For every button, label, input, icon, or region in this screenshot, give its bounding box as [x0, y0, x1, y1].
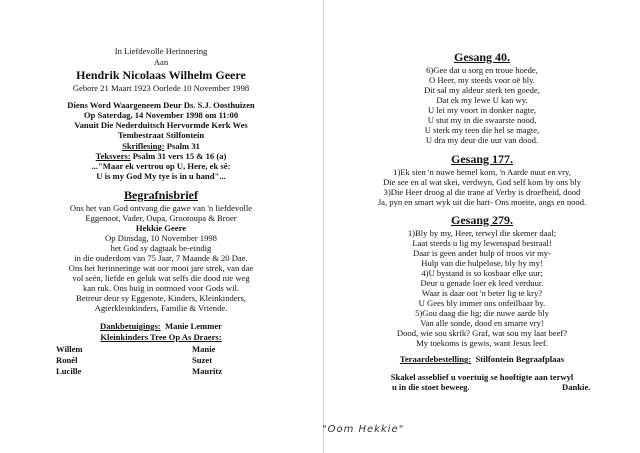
life-dates: Gebore 21 Maart 1923 Oorlede 10 November 1998: [72, 83, 250, 93]
teraarde-label: Teraardebestelling:: [399, 354, 472, 364]
hymn-line: Deur u genade loer ek leed verduur.: [420, 278, 544, 288]
begrafnis-line: in die ouderdom van 75 Jaar, 7 Maande & 20 Dae.: [74, 253, 248, 263]
hymn-line: Van alle sonde, dood en smarte vry!: [420, 318, 544, 328]
hymn-line: U Gees bly immer ons onfeilbaar by.: [418, 298, 546, 308]
gesang-177-title: Gesang 177.: [450, 152, 513, 166]
skriflesing-value: Psalm 31: [166, 141, 200, 151]
skakel-line-1: Skakel asseblief u voertuig se hooftigte aan terwyl: [390, 372, 574, 382]
hymn-line: U stut my in die swaarste nood,: [427, 115, 537, 125]
hymn-line: 1)Bly by my, Heer, terwyl die skemer daal;: [407, 228, 557, 238]
draer-name: Suzet: [192, 355, 213, 365]
begrafnis-line: Hekkie Geere: [135, 223, 187, 233]
teksvers-value: Psalm 31 vers 15 & 16 (a): [132, 151, 227, 161]
begrafnis-line: kan ruk. Ons buig in ootmoed voor Gods wil.: [82, 283, 240, 293]
hymn-line: U dra my deur die uur van dood.: [425, 135, 539, 145]
begrafnis-line: Ons het herinneringe wat oor mooi jare strek, van dae: [68, 263, 254, 273]
service-line-4: Tembestraat Stilfontein: [117, 130, 205, 140]
teraarde-value: Stilfontein Begraafplaas: [475, 354, 565, 364]
begrafnis-line: het God sy dagtaak be-eindig: [110, 243, 212, 253]
hymn-line: 6)Gee dat u sorg en troue hoede,: [426, 65, 538, 75]
begrafnis-line: Eggenoot, Vader, Oupa, Grootoupa & Broer: [85, 213, 237, 223]
begrafnis-line: Ons het van God ontvang die gawe van 'n liefdevolle: [69, 203, 253, 213]
service-line-1: Diens Word Waargeneem Deur Ds. S.J. Oosthuizen: [67, 100, 255, 110]
begrafnisbrief-title: Begrafnisbrief: [124, 188, 198, 202]
hymn-line: Dit sal my aldeur sterk ten goede,: [424, 85, 540, 95]
hymn-line: 4)U bystand is so kosbaar elke uur;: [421, 268, 543, 278]
hymn-line: O Heer, my steeds voor oë bly.: [428, 75, 535, 85]
hymn-line: My toekoms is gewis, want Jesus leef.: [416, 338, 548, 348]
draers-title: Kleinkinders Tree Op As Draers:: [100, 332, 222, 342]
deceased-name: Hendrik Nicolaas Wilhelm Geere: [76, 68, 246, 82]
begrafnis-line: Agterkleinkinders, Familie & Vriende.: [94, 303, 228, 313]
teksvers-row: [0, 151, 322, 161]
begrafnis-line: Betreur deur sy Eggenote, Kinders, Kleinkinders,: [76, 293, 246, 303]
draer-name: Mauritz: [192, 366, 223, 376]
hymn-line: U lei my voort in donker nagte,: [427, 105, 537, 115]
teraarde-row: [324, 354, 640, 364]
hymn-line: Ja, pyn en smart wyk uit die hart- Ons moeite, angs en nood.: [377, 197, 587, 207]
service-line-3: Vanuit Die Nederduitsch Hervormde Kerk Wes: [74, 120, 248, 130]
skriflesing-label: Skriflesing:: [122, 141, 165, 151]
hymn-line: Dood, wie sou skrik? Graf, wat sou my laat beef?: [396, 328, 568, 338]
hymn-line: Dat ek my lewe U kan wy.: [436, 95, 528, 105]
draer-name: Willem: [56, 344, 83, 354]
begrafnis-line: vol seën, liefde en geluk wat selfs die dood nie weg: [72, 273, 250, 283]
quote-line-2: U is my God My tye is in u hand"...: [96, 171, 226, 181]
draer-name: Ronél: [56, 355, 78, 365]
dankie-text: Dankie.: [562, 382, 591, 392]
skriflesing-row: [0, 141, 322, 151]
hymn-line: 5)Gou daag die lig; die nuwe aarde bly: [415, 308, 549, 318]
aan-line: Aan: [153, 57, 169, 67]
dank-value: Manie Lemmer: [164, 321, 222, 331]
draer-name: Manie: [192, 344, 216, 354]
dank-row: [0, 321, 322, 331]
skakel-line-2: u in die stoet beweeg.: [392, 382, 470, 392]
gesang-40-title: Gesang 40.: [453, 50, 510, 64]
dank-label: Dankbetuigings:: [100, 321, 161, 331]
draer-name: Lucille: [56, 366, 82, 376]
quote-line-1: ..."Maar ek vertrou op U, Here, ek sê:: [91, 161, 231, 171]
hymn-line: Die see en al wat skei, verdwyn, God self kom by ons bly: [382, 177, 582, 187]
hymn-line: Hulp van die hulpelose, bly by my!: [421, 258, 543, 268]
handwritten-note: "Oom Hekkie": [322, 424, 405, 435]
begrafnis-line: Op Dinsdag, 10 November 1998: [105, 233, 217, 243]
intro-line: In Liefdevolle Herinnering: [114, 46, 208, 56]
hymn-line: Waar is daar oot 'n beter lig te kry?: [421, 288, 543, 298]
teksvers-label: Teksvers:: [95, 151, 131, 161]
service-line-2: Op Saterdag, 14 November 1998 om 11:00: [83, 110, 239, 120]
gesang-279-title: Gesang 279.: [450, 213, 513, 227]
hymn-line: 3)Die Heer droog al die trane af Verby is droefheid, dood: [383, 187, 581, 197]
hymn-line: U sterk my teen die hel se magte,: [424, 125, 540, 135]
hymn-line: Daar is geen ander hulp of troos vir my-: [413, 248, 551, 258]
hymn-line: 1)Ek sien 'n nuwe hemel kom, 'n Aarde nuut en vry,: [393, 167, 571, 177]
hymn-line: Laat steeds u lig my lewenspad bestraal!: [412, 238, 552, 248]
